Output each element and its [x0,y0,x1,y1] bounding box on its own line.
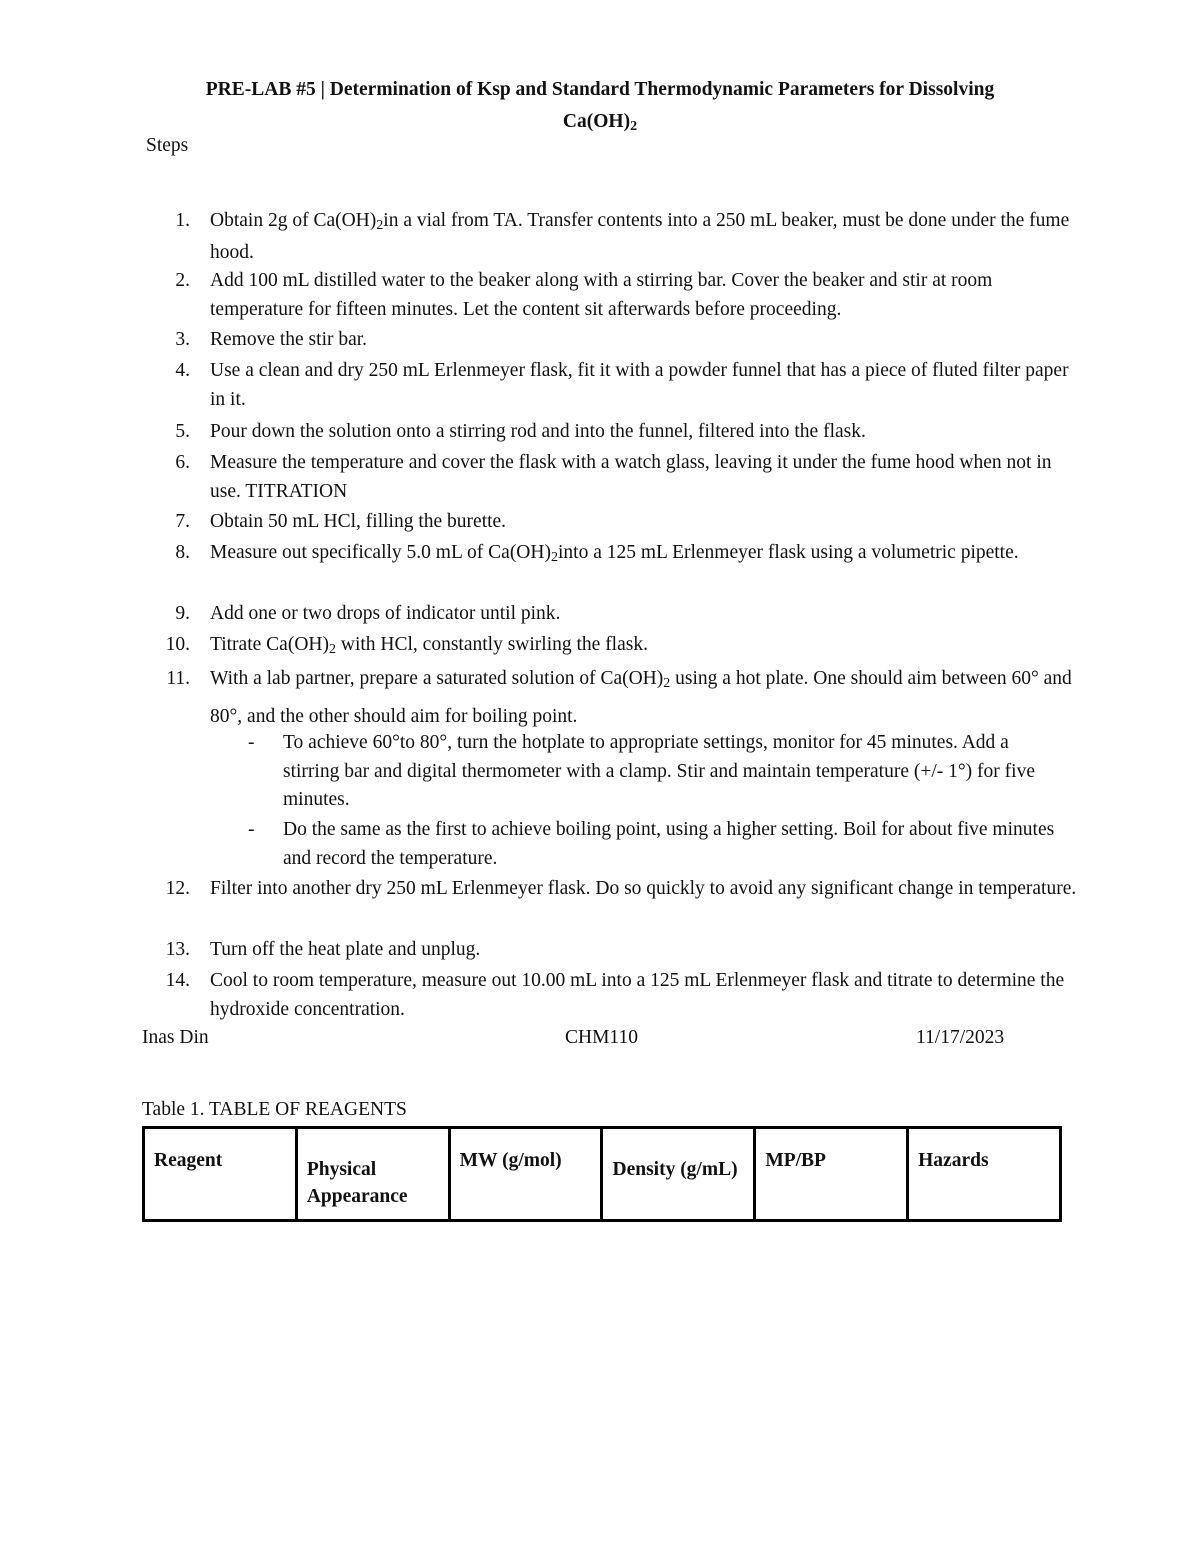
step-number: 8. [175,542,190,563]
text-run: Remove the stir bar. [210,329,368,350]
step-text [210,539,1080,571]
steps-label: Steps [146,135,189,156]
step-text [210,631,1080,663]
sub-step-text: To achieve 60°to 80°, turn the hotplate to appropriate settings, monitor for 45 minutes. Add a stirring bar and digital thermometer with a clamp. Stir and maintain temperature (+/- 1°) for five minutes. [283,732,1035,810]
text-run: with HCl, constantly swirling the flask. [336,634,648,655]
step-number: 14. [165,970,190,991]
subscript: 2 [550,548,558,565]
step-number: 9. [175,603,190,624]
text-run: Measure the temperature and cover the flask with a watch glass, leaving it under the fume hood when not in use. TITRATION [210,452,1052,502]
page-title-line-1: PRE-LAB #5 | Determination of Ksp and Standard Thermodynamic Parameters for Dissolving [205,79,995,100]
step-text [210,662,1080,734]
step-text [210,207,1080,268]
reagents-table [142,1126,1062,1222]
step-number: 1. [175,210,190,231]
header-density: Density (g/mL) [602,1128,755,1221]
step-text [210,326,1080,355]
document-date: 11/17/2023 [916,1027,1005,1048]
text-run: into a 125 mL Erlenmeyer flask using a volumetric pipette. [557,542,1019,563]
text-run: in a vial from TA. Transfer contents into a 250 mL beaker, must be done under the fume hood. [210,210,1070,264]
step-text [210,875,1080,904]
step-text [210,967,1080,1024]
step-text [210,508,1080,537]
step-text [210,357,1080,414]
step-number: 12. [165,878,190,899]
course-code: CHM110 [565,1027,638,1048]
step-number: 3. [175,329,190,350]
table-header-row [144,1128,1061,1221]
step-number: 7. [175,511,190,532]
text-run: Obtain 50 mL HCl, filling the burette. [210,511,507,532]
step-number: 4. [175,360,190,381]
step-number: 6. [175,452,190,473]
text-run: With a lab partner, prepare a saturated solution of Ca(OH) [210,668,664,689]
text-run: using a hot plate. One should aim between 60° and 80°, and the other should aim for boiling point. [210,668,1072,727]
header-mp-bp: MP/BP [755,1128,908,1221]
step-text [210,936,1080,965]
author-name: Inas Din [142,1027,209,1048]
text-run: Cool to room temperature, measure out 10.00 mL into a 125 mL Erlenmeyer flask and titrate to determine the hydroxide concentration. [210,970,1065,1020]
header-mw: MW (g/mol) [449,1128,602,1221]
text-run: Titrate Ca(OH) [210,634,329,655]
title-formula-subscript: 2 [630,117,638,134]
subscript: 2 [328,640,336,657]
text-run: Obtain 2g of Ca(OH) [210,210,377,231]
step-text [210,449,1080,506]
step-text [210,267,1080,324]
text-run: Measure out specifically 5.0 mL of Ca(OH) [210,542,551,563]
step-text [210,418,1080,447]
text-run: Turn off the heat plate and unplug. [210,939,481,960]
table-caption: Table 1. TABLE OF REAGENTS [142,1099,407,1120]
header-physical-appearance: Physical Appearance [296,1128,449,1221]
title-formula: Ca(OH) [562,111,631,132]
step-number: 13. [165,939,190,960]
sub-step-text: Do the same as the first to achieve boiling point, using a higher setting. Boil for about five minutes and record the temperature. [283,819,1055,869]
subscript: 2 [663,674,671,691]
text-run: Pour down the solution onto a stirring rod and into the funnel, filtered into the flask. [210,421,866,442]
subscript: 2 [376,216,384,233]
text-run: Add one or two drops of indicator until pink. [210,603,561,624]
sub-step-dash: - [248,819,255,840]
sub-step-dash: - [248,732,255,753]
step-number: 2. [175,270,190,291]
text-run: Filter into another dry 250 mL Erlenmeyer flask. Do so quickly to avoid any significant change in temperature. [210,878,1077,899]
step-number: 10. [165,634,190,655]
header-reagent: Reagent [144,1128,297,1221]
page-title-line-2 [120,107,1080,141]
text-run: Use a clean and dry 250 mL Erlenmeyer flask, fit it with a powder funnel that has a piece of fluted filter paper in it. [210,360,1069,410]
step-text [210,600,1080,629]
step-number: 11. [166,668,190,689]
text-run: Add 100 mL distilled water to the beaker along with a stirring bar. Cover the beaker and stir at room temperature for fifteen minutes. Let the content sit afterwards before proceeding. [210,270,993,320]
header-hazards: Hazards [908,1128,1061,1221]
step-number: 5. [175,421,190,442]
